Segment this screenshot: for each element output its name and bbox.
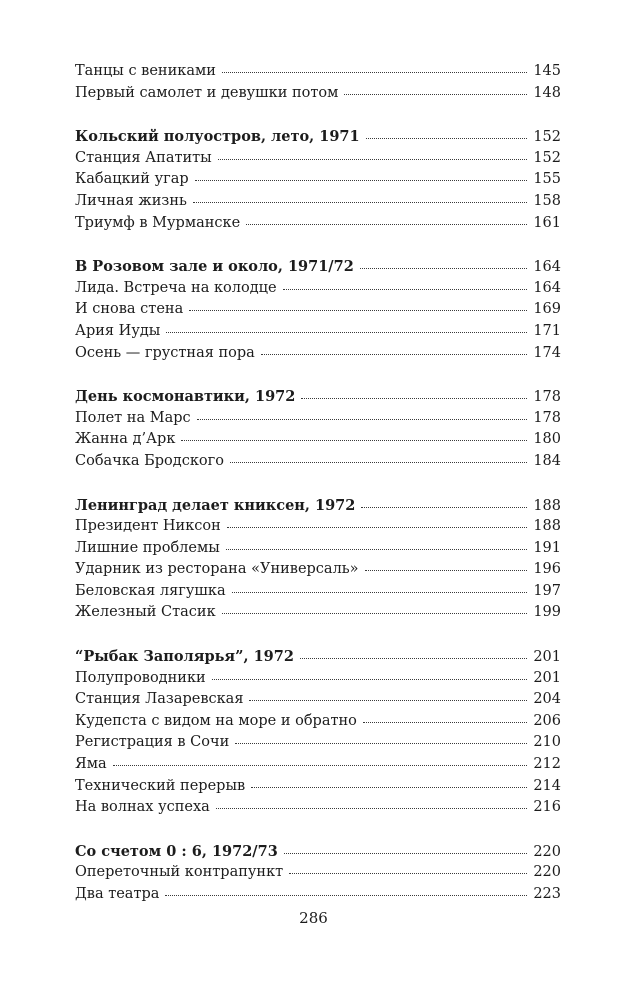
toc-entry-page: 174: [533, 344, 561, 361]
toc-entry-page: 152: [533, 149, 561, 166]
toc-entry-title: И снова стена: [75, 301, 184, 318]
toc-entry: [75, 408, 561, 430]
toc-entry-title: Регистрация в Сочи: [75, 734, 230, 751]
toc-entry-page: 152: [533, 129, 561, 146]
toc-entry: [75, 862, 561, 884]
toc-entry: [75, 689, 561, 711]
page-number: 286: [299, 909, 328, 927]
dot-leader: [189, 310, 527, 311]
toc-group: [75, 126, 561, 234]
toc-entry: [75, 884, 561, 906]
toc-entry-page: 178: [533, 409, 561, 426]
toc-entry: [75, 191, 561, 213]
toc-entry-page: 158: [533, 192, 561, 209]
toc-entry-page: 206: [533, 712, 561, 729]
toc-entry: [75, 776, 561, 798]
toc-section-heading: [75, 126, 561, 148]
dot-leader: [360, 268, 528, 269]
toc-entry-page: 199: [533, 604, 561, 621]
toc-entry-page: 201: [533, 649, 561, 666]
toc-entry-page: 188: [533, 497, 561, 514]
toc-group: [75, 61, 561, 104]
toc-entry-title: Личная жизнь: [75, 192, 187, 209]
toc-entry-page: 180: [533, 431, 561, 448]
dot-leader: [197, 419, 528, 420]
toc-entry: [75, 343, 561, 365]
toc-entry: [75, 213, 561, 235]
dot-leader: [249, 700, 527, 701]
dot-leader: [222, 72, 527, 73]
toc-entry-title: Кудепста с видом на море и обратно: [75, 712, 357, 729]
toc-entry: [75, 581, 561, 603]
toc-section-heading: [75, 386, 561, 408]
toc-entry-title: Осень — грустная пора: [75, 344, 255, 361]
toc-entry: [75, 668, 561, 690]
toc-group: [75, 841, 561, 906]
toc-entry-page: 212: [533, 756, 561, 773]
toc-entry: [75, 797, 561, 819]
toc-entry-page: 169: [533, 301, 561, 318]
toc-entry-title: Танцы с вениками: [75, 63, 216, 79]
dot-leader: [235, 743, 527, 744]
toc-section-heading: [75, 256, 561, 278]
dot-leader: [181, 440, 527, 441]
toc-entry: [75, 169, 561, 191]
dot-leader: [230, 462, 527, 463]
dot-leader: [261, 354, 528, 355]
dot-leader: [216, 808, 527, 809]
dot-leader: [113, 765, 528, 766]
toc-entry-title: Собачка Бродского: [75, 452, 224, 469]
dot-leader: [363, 722, 527, 723]
toc-entry: [75, 602, 561, 624]
toc-entry-page: 161: [533, 214, 561, 231]
toc-entry: [75, 451, 561, 473]
dot-leader: [212, 679, 528, 680]
dot-leader: [246, 224, 527, 225]
toc-entry-title: Президент Никсон: [75, 518, 221, 535]
toc-entry-title: Кольский полуостров, лето, 1971: [75, 128, 360, 146]
toc-entry-title: Станция Апатиты: [75, 149, 212, 166]
toc-entry-page: 171: [533, 322, 561, 339]
toc-entry-title: Ария Иуды: [75, 322, 161, 339]
toc-entry-title: Два театра: [75, 886, 160, 902]
dot-leader: [361, 507, 527, 508]
toc-entry-page: 201: [533, 669, 561, 686]
dot-leader: [227, 527, 528, 528]
toc-entry-page: 220: [533, 843, 561, 860]
toc-entry-page: 164: [533, 279, 561, 296]
dot-leader: [193, 202, 527, 203]
toc-entry-title: Станция Лазаревская: [75, 691, 244, 708]
toc-entry-page: 223: [533, 886, 561, 902]
toc-entry-title: Первый самолет и девушки потом: [75, 84, 339, 101]
toc-entry-title: Ударник из ресторана «Универсаль»: [75, 561, 359, 578]
toc-entry-page: 197: [533, 582, 561, 599]
dot-leader: [283, 289, 528, 290]
toc-entry-page: 196: [533, 561, 561, 578]
toc-section-heading: [75, 646, 561, 668]
toc-entry-title: Со счетом 0 : 6, 1972/73: [75, 842, 278, 860]
toc-entry-title: В Розовом зале и около, 1971/72: [75, 258, 354, 276]
toc-entry: [75, 754, 561, 776]
toc-section-heading: [75, 841, 561, 863]
dot-leader: [344, 94, 527, 95]
toc-entry-page: 188: [533, 518, 561, 535]
toc-entry: [75, 711, 561, 733]
toc-entry-title: Технический перерыв: [75, 777, 246, 794]
dot-leader: [195, 180, 528, 181]
dot-leader: [166, 332, 527, 333]
toc-entry-page: 145: [533, 63, 561, 79]
table-of-contents: [75, 61, 561, 928]
toc-entry-page: 178: [533, 389, 561, 406]
toc-entry-title: Полет на Марс: [75, 409, 191, 426]
dot-leader: [222, 613, 528, 614]
toc-entry: [75, 148, 561, 170]
toc-entry: [75, 83, 561, 105]
toc-entry-title: “Рыбак Заполярья”, 1972: [75, 648, 294, 666]
toc-entry: [75, 61, 561, 83]
toc-entry-page: 148: [533, 84, 561, 101]
toc-entry-page: 204: [533, 691, 561, 708]
toc-entry-page: 210: [533, 734, 561, 751]
toc-entry-title: Беловская лягушка: [75, 582, 226, 599]
toc-entry-page: 155: [533, 171, 561, 188]
toc-entry-title: Опереточный контрапункт: [75, 864, 284, 881]
toc-entry-page: 164: [533, 259, 561, 276]
dot-leader: [284, 853, 528, 854]
toc-entry-page: 216: [533, 799, 561, 816]
toc-entry-title: Лишние проблемы: [75, 539, 220, 556]
toc-entry-title: Железный Стасик: [75, 604, 216, 621]
dot-leader: [301, 398, 527, 399]
dot-leader: [365, 570, 528, 571]
dot-leader: [232, 592, 528, 593]
toc-group: [75, 495, 561, 625]
dot-leader: [226, 549, 528, 550]
toc-entry-page: 220: [533, 864, 561, 881]
toc-entry-title: Кабацкий угар: [75, 171, 189, 188]
toc-group: [75, 646, 561, 819]
toc-group: [75, 386, 561, 472]
toc-entry-page: 214: [533, 777, 561, 794]
dot-leader: [300, 658, 527, 659]
toc-section-heading: [75, 495, 561, 517]
toc-entry-title: Яма: [75, 756, 107, 773]
dot-leader: [289, 873, 527, 874]
toc-entry: [75, 321, 561, 343]
toc-entry: [75, 429, 561, 451]
toc-entry-page: 191: [533, 539, 561, 556]
toc-entry-title: На волнах успеха: [75, 799, 210, 816]
toc-entry: [75, 559, 561, 581]
toc-entry-title: Жанна д’Арк: [75, 431, 176, 448]
toc-entry-title: Ленинград делает книксен, 1972: [75, 496, 356, 514]
toc-entry: [75, 538, 561, 560]
dot-leader: [366, 138, 528, 139]
toc-entry-title: Полупроводники: [75, 669, 206, 686]
dot-leader: [218, 159, 528, 160]
dot-leader: [165, 895, 527, 896]
toc-entry: [75, 278, 561, 300]
toc-group: [75, 256, 561, 364]
toc-entry-title: День космонавтики, 1972: [75, 388, 296, 406]
toc-entry: [75, 732, 561, 754]
toc-entry-title: Триумф в Мурманске: [75, 214, 241, 231]
dot-leader: [251, 787, 527, 788]
toc-entry: [75, 516, 561, 538]
toc-entry-page: 184: [533, 452, 561, 469]
toc-entry-title: Лида. Встреча на колодце: [75, 279, 277, 296]
toc-entry: [75, 299, 561, 321]
